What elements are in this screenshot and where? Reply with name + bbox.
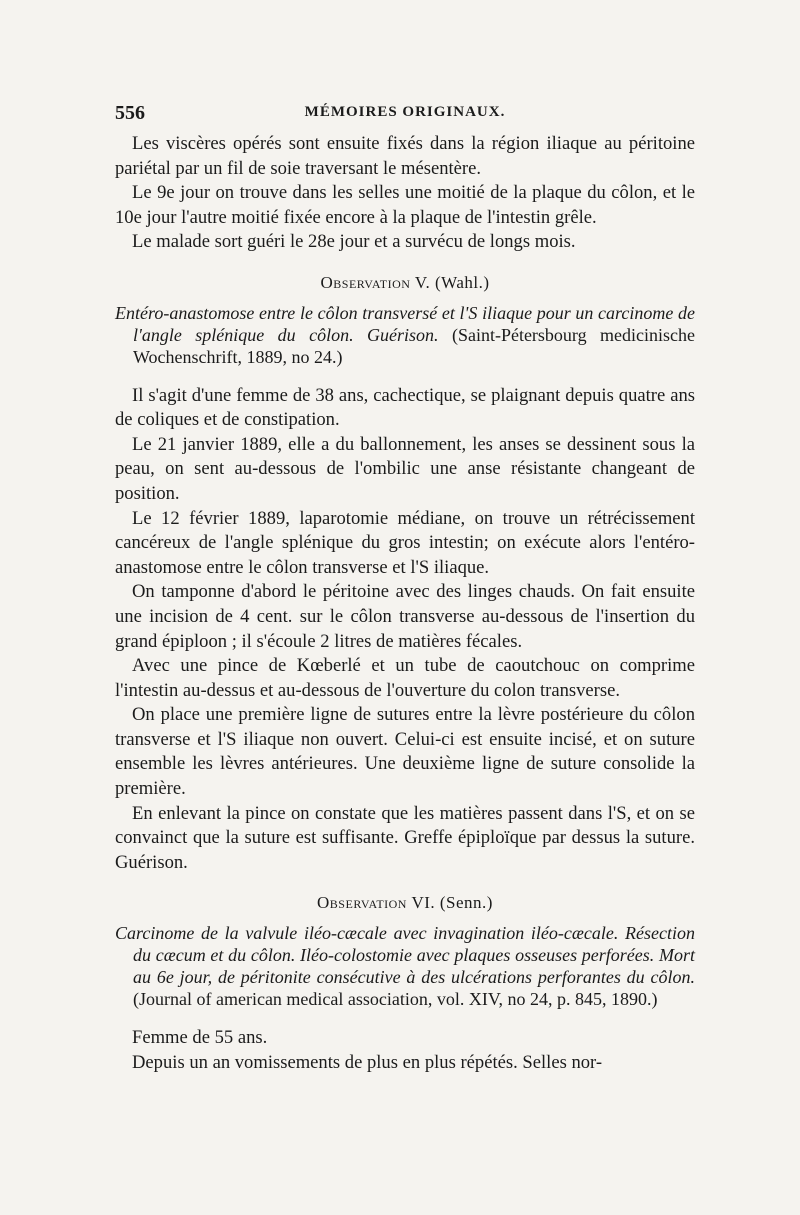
observation-paragraph: On tamponne d'abord le péritoine avec des linges chauds. On fait ensuite une incision de 4 cent. sur le côlon transverse au-dessous de l'insertion du grand épiploon ; il s'écoule 2 litres de matières fécales. xyxy=(115,581,695,652)
observation-source: (Saint-Pétersbourg medicinische Wochenschrift, 1889, no 24.) xyxy=(133,324,695,367)
observation-paragraph: En enlevant la pince on constate que les matières passent dans l'S, et on se convainct que la suture est suffisante. Greffe épiploïque par dessus la suture. Guérison. xyxy=(115,802,695,873)
intro-paragraph: Les viscères opérés sont ensuite fixés dans la région iliaque au péritoine pariétal par un fil de soie traversant le mésentère. xyxy=(115,133,695,179)
observation-paragraph: Femme de 55 ans. xyxy=(132,1027,268,1049)
observation-number: VI. (Senn.) xyxy=(411,893,493,913)
observation-6-body xyxy=(115,1026,695,1075)
observation-6-heading xyxy=(115,891,695,916)
intro-paragraph: Le malade sort guéri le 28e jour et a survécu de longs mois. xyxy=(132,231,576,253)
running-title: MÉMOIRES ORIGINAUX. xyxy=(304,104,506,120)
observation-paragraph: On place une première ligne de sutures entre la lèvre postérieure du côlon transverse et l'S iliaque non ouvert. Celui-ci est ensuite incisé, et on suture ensemble les lèvres antérieures. Une deuxième ligne de suture consolide la première. xyxy=(115,704,695,800)
observation-paragraph: Depuis un an vomissements de plus en plus répétés. Selles nor- xyxy=(132,1051,603,1073)
observation-source: (Journal of american medical association, vol. XIV, no 24, p. 845, 1890.) xyxy=(133,989,658,1010)
observation-title-italic: Entéro-anastomose entre le côlon transversé et l'S iliaque pour un carcinome de l'angle splénique du côlon. Guérison. xyxy=(115,302,695,345)
observation-title-italic: Carcinome de la valvule iléo-cæcale avec invagination iléo-cæcale. Résection du cæcum et du côlon. Iléo-colostomie avec plaques osseuses perforées. Mort au 6e jour, de péritonite consécutive à des ulcérations perforantes du côlon. xyxy=(115,923,695,988)
body-text xyxy=(115,132,695,1075)
observation-5-title xyxy=(115,302,695,368)
observation-number: V. (Wahl.) xyxy=(414,272,490,292)
observation-label: Observation xyxy=(320,272,411,292)
observation-paragraph: Le 12 février 1889, laparotomie médiane, on trouve un rétrécissement cancéreux de l'angle splénique du gros intestin; on exécute alors l'entéro-anastomose entre le côlon transverse et l'S iliaque. xyxy=(115,507,695,578)
observation-5-heading xyxy=(115,271,695,296)
page-header xyxy=(115,100,695,130)
observation-6-title xyxy=(115,922,695,1010)
observation-paragraph: Le 21 janvier 1889, elle a du ballonnement, les anses se dessinent sous la peau, on sent au-dessous de l'ombilic une anse résistante changeant de position. xyxy=(115,433,695,504)
page-number: 556 xyxy=(115,102,145,124)
intro-paragraph: Le 9e jour on trouve dans les selles une moitié de la plaque du côlon, et le 10e jour l'autre moitié fixée encore à la plaque de l'intestin grêle. xyxy=(115,182,695,228)
observation-paragraph: Il s'agit d'une femme de 38 ans, cachectique, se plaignant depuis quatre ans de coliques et de constipation. xyxy=(115,384,695,431)
observation-5-body xyxy=(115,384,695,876)
observation-paragraph: Avec une pince de Kœberlé et un tube de caoutchouc on comprime l'intestin au-dessus et au-dessous de l'ouverture du colon transverse. xyxy=(115,655,695,701)
observation-label: Observation xyxy=(317,893,407,913)
